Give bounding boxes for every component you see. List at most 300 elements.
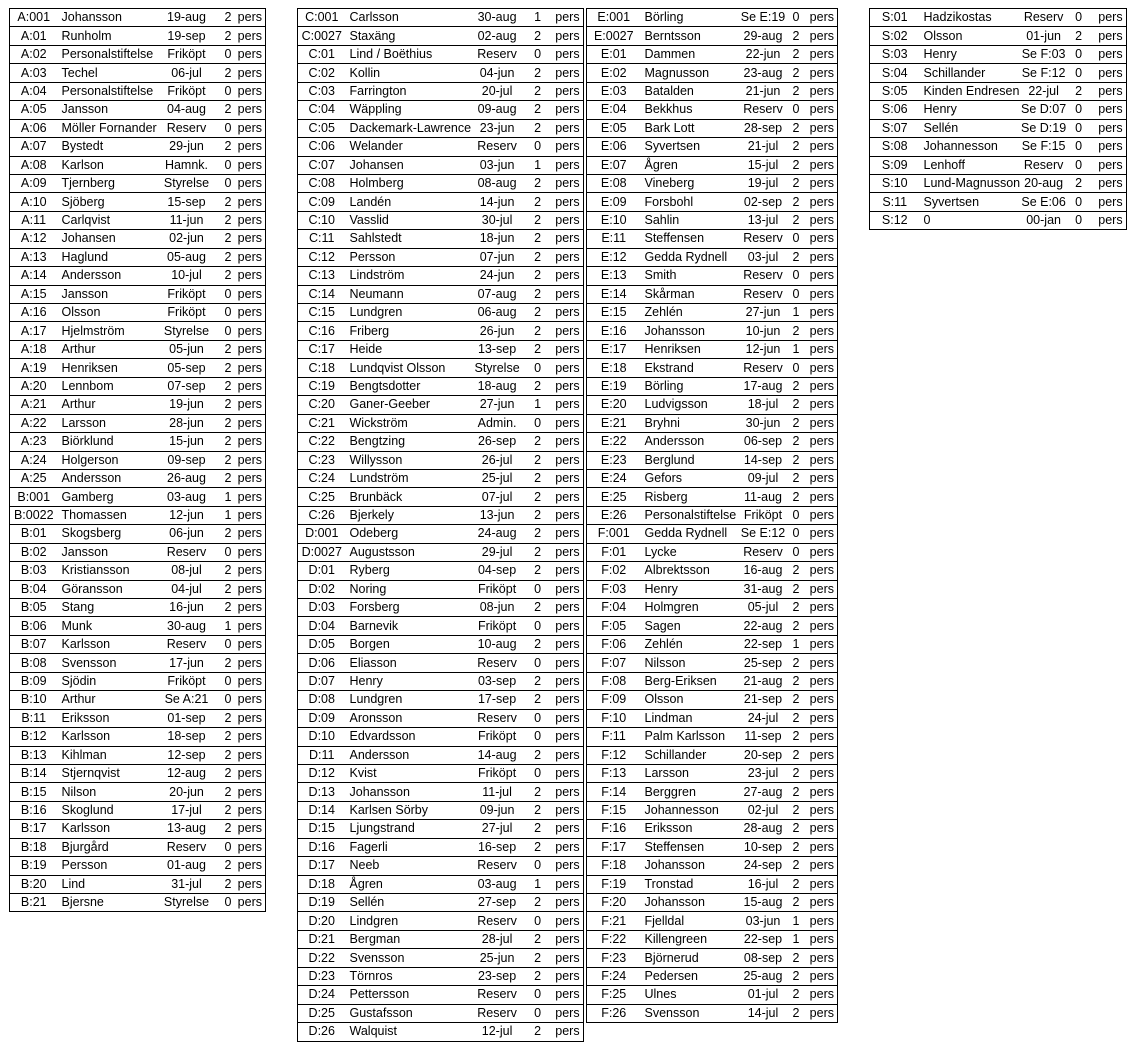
guest-count: 2 — [523, 967, 543, 985]
guest-count: 2 — [523, 838, 543, 856]
slot-code: S:09 — [870, 156, 920, 174]
table-row — [587, 174, 838, 192]
slot-code: A:01 — [10, 27, 58, 45]
guest-count: 2 — [523, 562, 543, 580]
table-row — [587, 562, 838, 580]
guest-count: 2 — [212, 599, 234, 617]
unit-label: pers — [234, 156, 266, 174]
unit-label: pers — [543, 746, 583, 764]
table-row — [587, 543, 838, 561]
guest-count: 2 — [788, 322, 802, 340]
booking-date: 01-aug — [162, 857, 212, 875]
guest-name: Bengtsdotter — [346, 377, 472, 395]
guest-count: 2 — [788, 193, 802, 211]
slot-code: B:21 — [10, 894, 58, 912]
unit-label: pers — [802, 285, 838, 303]
guest-count: 2 — [788, 728, 802, 746]
table-row — [587, 801, 838, 819]
slot-code: C:02 — [298, 64, 346, 82]
booking-date: 14-jul — [739, 1004, 788, 1022]
guest-count: 2 — [788, 746, 802, 764]
unit-label: pers — [802, 894, 838, 912]
table-row — [10, 857, 266, 875]
table-row — [587, 949, 838, 967]
table-row — [10, 414, 266, 432]
guest-count: 2 — [788, 451, 802, 469]
guest-count: 2 — [212, 580, 234, 598]
booking-date: 14-jun — [471, 193, 523, 211]
booking-date: 30-jun — [739, 414, 788, 432]
booking-date: 11-aug — [739, 488, 788, 506]
guest-name: Johansen — [346, 156, 472, 174]
unit-label: pers — [543, 211, 583, 229]
guest-name: Bark Lott — [641, 119, 739, 137]
slot-code: C:16 — [298, 322, 346, 340]
unit-label: pers — [543, 64, 583, 82]
booking-date: 09-sep — [162, 451, 212, 469]
slot-code: D:10 — [298, 728, 346, 746]
booking-date: 18-jul — [739, 396, 788, 414]
slot-code: C:18 — [298, 359, 346, 377]
guest-count: 1 — [523, 156, 543, 174]
booking-date: 28-sep — [739, 119, 788, 137]
booking-date: 07-sep — [162, 377, 212, 395]
guest-name: Lindström — [346, 267, 472, 285]
table-row — [587, 64, 838, 82]
guest-name: Berggren — [641, 783, 739, 801]
guest-name: Killengreen — [641, 930, 739, 948]
booking-date: Reserv — [471, 709, 523, 727]
guest-name: Carlqvist — [58, 211, 162, 229]
slot-code: F:04 — [587, 599, 641, 617]
slot-code: A:19 — [10, 359, 58, 377]
unit-label: pers — [543, 156, 583, 174]
unit-label: pers — [234, 396, 266, 414]
slot-code: B:12 — [10, 728, 58, 746]
guest-count: 2 — [788, 1004, 802, 1022]
guest-count: 2 — [788, 119, 802, 137]
table-row — [298, 543, 584, 561]
guest-name: Johannesson — [920, 138, 1021, 156]
guest-name: Andersson — [346, 746, 472, 764]
guest-count: 2 — [788, 820, 802, 838]
guest-name: Kristiansson — [58, 562, 162, 580]
table-row — [587, 764, 838, 782]
guest-count: 2 — [788, 967, 802, 985]
unit-label: pers — [543, 709, 583, 727]
guest-name: Sellén — [920, 119, 1021, 137]
guest-name: Kollin — [346, 64, 472, 82]
slot-code: C:07 — [298, 156, 346, 174]
table-row — [587, 912, 838, 930]
slot-code: B:06 — [10, 617, 58, 635]
table-row — [587, 857, 838, 875]
slot-code: E:26 — [587, 506, 641, 524]
unit-label: pers — [802, 930, 838, 948]
guest-name: Ulnes — [641, 986, 739, 1004]
unit-label: pers — [802, 433, 838, 451]
slot-code: E:16 — [587, 322, 641, 340]
guest-name: Forsbohl — [641, 193, 739, 211]
table-row — [298, 967, 584, 985]
table-row — [10, 119, 266, 137]
slot-code: A:04 — [10, 82, 58, 100]
guest-count: 2 — [788, 377, 802, 395]
table-row — [10, 322, 266, 340]
guest-count: 2 — [212, 267, 234, 285]
booking-date: 11-sep — [739, 728, 788, 746]
booking-date: 29-aug — [739, 27, 788, 45]
slot-code: E:09 — [587, 193, 641, 211]
unit-label: pers — [543, 451, 583, 469]
unit-label: pers — [543, 599, 583, 617]
booking-date: 03-jun — [739, 912, 788, 930]
guest-name: Forsberg — [346, 599, 472, 617]
guest-name: Nilsson — [641, 654, 739, 672]
table-row — [10, 174, 266, 192]
guest-count: 2 — [788, 857, 802, 875]
guest-name: Barnevik — [346, 617, 472, 635]
guest-name: Skoglund — [58, 801, 162, 819]
booking-date: 05-sep — [162, 359, 212, 377]
slot-code: A:001 — [10, 9, 58, 27]
unit-label: pers — [234, 340, 266, 358]
unit-label: pers — [802, 193, 838, 211]
booking-date: 13-jul — [739, 211, 788, 229]
unit-label: pers — [543, 469, 583, 487]
slot-code: A:17 — [10, 322, 58, 340]
booking-date: 06-sep — [739, 433, 788, 451]
guest-count: 2 — [788, 764, 802, 782]
slot-code: E:23 — [587, 451, 641, 469]
table-row — [587, 986, 838, 1004]
guest-name: Arthur — [58, 396, 162, 414]
slot-code: S:02 — [870, 27, 920, 45]
unit-label: pers — [802, 580, 838, 598]
booking-date: Reserv — [1020, 9, 1067, 27]
slot-code: E:24 — [587, 469, 641, 487]
unit-label: pers — [234, 138, 266, 156]
unit-label: pers — [1084, 119, 1126, 137]
booking-date: 21-aug — [739, 672, 788, 690]
unit-label: pers — [234, 580, 266, 598]
guest-name: Kihlman — [58, 746, 162, 764]
booking-date: 17-sep — [471, 691, 523, 709]
table-row — [587, 838, 838, 856]
table-row — [10, 377, 266, 395]
slot-code: F:13 — [587, 764, 641, 782]
unit-label: pers — [802, 82, 838, 100]
table-row — [587, 248, 838, 266]
table-row — [298, 377, 584, 395]
slot-code: E:18 — [587, 359, 641, 377]
booking-date: 19-jun — [162, 396, 212, 414]
guest-count: 2 — [788, 64, 802, 82]
table-row — [10, 451, 266, 469]
guest-count: 0 — [212, 322, 234, 340]
slot-code: D:21 — [298, 930, 346, 948]
guest-name: Nilson — [58, 783, 162, 801]
booking-date: 27-aug — [739, 783, 788, 801]
guest-name: Arthur — [58, 340, 162, 358]
table-row — [10, 746, 266, 764]
booking-date: Friköpt — [471, 617, 523, 635]
slot-code: B:13 — [10, 746, 58, 764]
guest-count: 2 — [212, 248, 234, 266]
table-row — [298, 27, 584, 45]
guest-name: Willysson — [346, 451, 472, 469]
unit-label: pers — [234, 635, 266, 653]
slot-code: D:17 — [298, 857, 346, 875]
guest-count: 2 — [523, 543, 543, 561]
booking-date: Se F:15 — [1020, 138, 1067, 156]
guest-name: Schillander — [920, 64, 1021, 82]
guest-count: 1 — [212, 506, 234, 524]
guest-count: 2 — [788, 894, 802, 912]
guest-count: 2 — [523, 1023, 543, 1041]
slot-code: S:01 — [870, 9, 920, 27]
table-row — [870, 156, 1127, 174]
booking-date: 16-jul — [739, 875, 788, 893]
booking-date: 12-jun — [162, 506, 212, 524]
guest-count: 0 — [212, 635, 234, 653]
booking-table-a-b — [9, 8, 266, 912]
table-row — [587, 285, 838, 303]
guest-count: 2 — [523, 525, 543, 543]
table-row — [298, 912, 584, 930]
table-row — [10, 45, 266, 63]
guest-count: 2 — [788, 414, 802, 432]
guest-name: Ågren — [641, 156, 739, 174]
guest-count: 0 — [212, 156, 234, 174]
guest-count: 2 — [212, 875, 234, 893]
guest-name: Bergman — [346, 930, 472, 948]
guest-name: Lind — [58, 875, 162, 893]
booking-date: Styrelse — [471, 359, 523, 377]
slot-code: E:17 — [587, 340, 641, 358]
slot-code: F:24 — [587, 967, 641, 985]
guest-count: 2 — [523, 64, 543, 82]
unit-label: pers — [543, 433, 583, 451]
table-row — [298, 322, 584, 340]
table-row — [298, 469, 584, 487]
guest-count: 0 — [212, 119, 234, 137]
guest-name: Zehlén — [641, 304, 739, 322]
unit-label: pers — [802, 64, 838, 82]
booking-date: 00-jan — [1020, 211, 1067, 229]
guest-count: 0 — [523, 986, 543, 1004]
booking-date: 19-sep — [162, 27, 212, 45]
guest-count: 2 — [788, 211, 802, 229]
table-row — [298, 396, 584, 414]
booking-date: Reserv — [739, 230, 788, 248]
booking-date: Se F:03 — [1020, 45, 1067, 63]
booking-date: Friköpt — [471, 764, 523, 782]
guest-name: Persson — [58, 857, 162, 875]
booking-date: Reserv — [739, 359, 788, 377]
slot-code: A:03 — [10, 64, 58, 82]
table-row — [587, 1004, 838, 1022]
guest-name: Palm Karlsson — [641, 728, 739, 746]
guest-name: Dammen — [641, 45, 739, 63]
table-row — [587, 414, 838, 432]
table-row — [587, 377, 838, 395]
guest-name: Henry — [920, 101, 1021, 119]
table-row — [587, 691, 838, 709]
guest-count: 0 — [212, 691, 234, 709]
unit-label: pers — [543, 543, 583, 561]
slot-code: D:25 — [298, 1004, 346, 1022]
table-row — [10, 359, 266, 377]
guest-count: 0 — [523, 580, 543, 598]
booking-date: Reserv — [162, 635, 212, 653]
unit-label: pers — [543, 986, 583, 1004]
table-row — [870, 64, 1127, 82]
unit-label: pers — [543, 322, 583, 340]
booking-date: 01-jun — [1020, 27, 1067, 45]
guest-count: 0 — [788, 285, 802, 303]
slot-code: D:19 — [298, 894, 346, 912]
booking-table-c-d — [297, 8, 584, 1042]
booking-date: 25-sep — [739, 654, 788, 672]
unit-label: pers — [1084, 82, 1126, 100]
slot-code: F:23 — [587, 949, 641, 967]
table-row — [298, 359, 584, 377]
guest-name: Törnros — [346, 967, 472, 985]
table-row — [10, 340, 266, 358]
table-row — [10, 488, 266, 506]
table-row — [10, 156, 266, 174]
booking-date: 22-jul — [1020, 82, 1067, 100]
guest-name: 0 — [920, 211, 1021, 229]
booking-date: Se D:19 — [1020, 119, 1067, 137]
guest-count: 2 — [788, 82, 802, 100]
guest-name: Augustsson — [346, 543, 472, 561]
unit-label: pers — [802, 801, 838, 819]
table-row — [587, 728, 838, 746]
booking-table-e-f — [586, 8, 838, 1023]
slot-code: E:19 — [587, 377, 641, 395]
slot-code: D:04 — [298, 617, 346, 635]
guest-name: Göransson — [58, 580, 162, 598]
slot-code: C:26 — [298, 506, 346, 524]
slot-code: C:19 — [298, 377, 346, 395]
unit-label: pers — [543, 506, 583, 524]
guest-count: 0 — [523, 359, 543, 377]
guest-count: 0 — [523, 764, 543, 782]
slot-code: E:04 — [587, 101, 641, 119]
guest-name: Karlsson — [58, 820, 162, 838]
booking-date: 10-jun — [739, 322, 788, 340]
slot-code: D:26 — [298, 1023, 346, 1041]
slot-code: B:17 — [10, 820, 58, 838]
guest-name: Berg-Eriksen — [641, 672, 739, 690]
guest-count: 2 — [523, 820, 543, 838]
guest-name: Haglund — [58, 248, 162, 266]
unit-label: pers — [543, 340, 583, 358]
table-row — [10, 709, 266, 727]
guest-name: Gedda Rydnell — [641, 248, 739, 266]
slot-code: C:15 — [298, 304, 346, 322]
guest-count: 2 — [523, 783, 543, 801]
booking-date: 25-aug — [739, 967, 788, 985]
guest-name: Jansson — [58, 543, 162, 561]
guest-count: 2 — [212, 396, 234, 414]
table-row — [10, 783, 266, 801]
slot-code: F:11 — [587, 728, 641, 746]
booking-date: Se D:07 — [1020, 101, 1067, 119]
guest-count: 2 — [523, 469, 543, 487]
guest-count: 1 — [212, 617, 234, 635]
unit-label: pers — [234, 783, 266, 801]
slot-code: D:0027 — [298, 543, 346, 561]
guest-name: Svensson — [346, 949, 472, 967]
slot-code: C:01 — [298, 45, 346, 63]
booking-date: Friköpt — [162, 672, 212, 690]
unit-label: pers — [802, 764, 838, 782]
guest-count: 2 — [212, 728, 234, 746]
guest-name: Magnusson — [641, 64, 739, 82]
unit-label: pers — [802, 211, 838, 229]
unit-label: pers — [802, 156, 838, 174]
guest-name: Stang — [58, 599, 162, 617]
table-row — [587, 340, 838, 358]
unit-label: pers — [234, 764, 266, 782]
table-row — [298, 45, 584, 63]
table-row — [587, 894, 838, 912]
unit-label: pers — [802, 377, 838, 395]
booking-date: 04-aug — [162, 101, 212, 119]
booking-date: Styrelse — [162, 894, 212, 912]
table-row — [298, 9, 584, 27]
booking-date: Friköpt — [739, 506, 788, 524]
booking-date: 22-sep — [739, 930, 788, 948]
booking-date: 06-jul — [162, 64, 212, 82]
slot-code: B:11 — [10, 709, 58, 727]
table-row — [587, 617, 838, 635]
slot-code: E:13 — [587, 267, 641, 285]
slot-code: F:09 — [587, 691, 641, 709]
guest-name: Karlsen Sörby — [346, 801, 472, 819]
slot-code: E:12 — [587, 248, 641, 266]
slot-code: B:20 — [10, 875, 58, 893]
guest-name: Björnerud — [641, 949, 739, 967]
table-row — [10, 138, 266, 156]
table-row — [10, 64, 266, 82]
slot-code: B:18 — [10, 838, 58, 856]
table-row — [298, 709, 584, 727]
unit-label: pers — [802, 506, 838, 524]
unit-label: pers — [543, 580, 583, 598]
slot-code: B:16 — [10, 801, 58, 819]
guest-count: 1 — [523, 9, 543, 27]
guest-name: Smith — [641, 267, 739, 285]
unit-label: pers — [802, 488, 838, 506]
table-row — [870, 27, 1127, 45]
slot-code: D:06 — [298, 654, 346, 672]
booking-date: 04-jul — [162, 580, 212, 598]
table-row — [587, 506, 838, 524]
slot-code: E:10 — [587, 211, 641, 229]
table-row — [298, 820, 584, 838]
guest-count: 0 — [1067, 156, 1084, 174]
guest-name: Karlsson — [58, 635, 162, 653]
guest-count: 2 — [523, 304, 543, 322]
slot-code: D:16 — [298, 838, 346, 856]
unit-label: pers — [543, 894, 583, 912]
guest-count: 2 — [212, 211, 234, 229]
slot-code: B:09 — [10, 672, 58, 690]
